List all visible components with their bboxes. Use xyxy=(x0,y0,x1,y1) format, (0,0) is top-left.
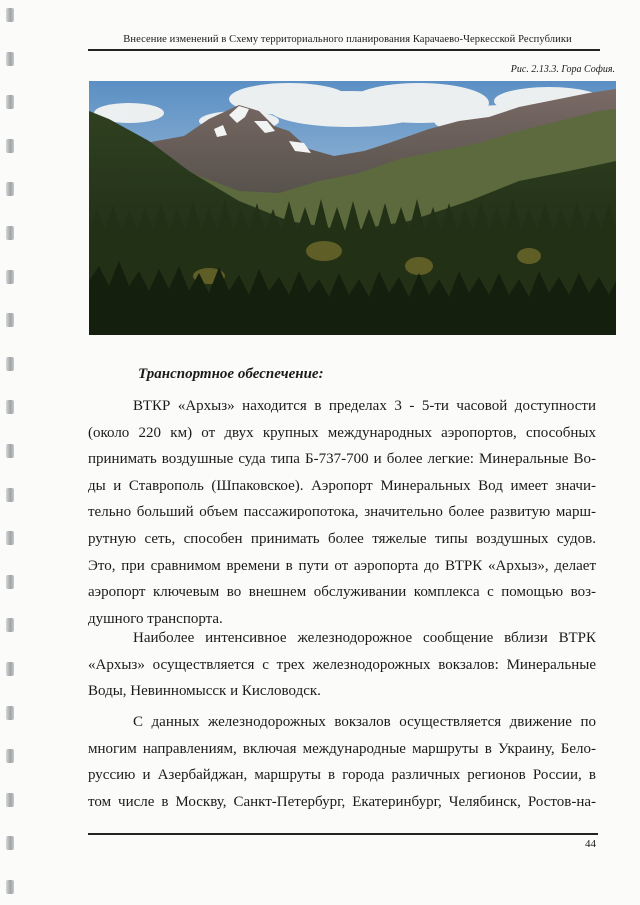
figure-caption: Рис. 2.13.3. Гора София. xyxy=(510,64,615,75)
text-line: рутную сеть, способен принимать более тяжелые типы воздушных судов. xyxy=(88,530,596,547)
text-line: Воды, Невинномысск и Кисловодск. xyxy=(88,683,321,700)
binding-ring xyxy=(6,793,14,807)
section-heading: Транспортное обеспечение: xyxy=(138,366,324,382)
text-line: «Архыз» осуществляется с трех железнодорожных вокзалов: Минеральные xyxy=(88,656,596,673)
binding-spiral xyxy=(4,0,18,905)
binding-ring xyxy=(6,357,14,371)
binding-ring xyxy=(6,270,14,284)
text-line: Наиболее интенсивное железнодорожное сообщение вблизи ВТРК xyxy=(133,630,596,646)
binding-ring xyxy=(6,313,14,327)
text-line: том числе в Москву, Санкт-Петербург, Екатеринбург, Челябинск, Ростов-на- xyxy=(88,793,596,810)
binding-ring xyxy=(6,618,14,632)
binding-ring xyxy=(6,662,14,676)
text-line: аэропорт ключевым во внешнем обслуживании комплекса с помощью воз- xyxy=(88,584,596,601)
binding-ring xyxy=(6,139,14,153)
binding-ring xyxy=(6,444,14,458)
footer-rule xyxy=(88,833,598,835)
text-line: тельно больший объем пассажиропотока, значительно более развитую марш- xyxy=(88,504,596,521)
binding-ring xyxy=(6,706,14,720)
paragraph-1 xyxy=(88,393,596,632)
text-line: принимать воздушные суда типа Б-737-700 и более легкие: Минеральные Во- xyxy=(88,451,596,468)
binding-ring xyxy=(6,488,14,502)
binding-ring xyxy=(6,531,14,545)
header-rule xyxy=(88,49,600,51)
running-header: Внесение изменений в Схему территориального планирования Карачаево-Черкесской Республики xyxy=(123,34,572,45)
mountain-photo xyxy=(89,81,616,335)
binding-ring xyxy=(6,8,14,22)
text-line: ды и Ставрополь (Шпаковское). Аэропорт Минеральных Вод имеет значи- xyxy=(88,477,596,494)
text-line: С данных железнодорожных вокзалов осуществляется движение по xyxy=(133,714,596,730)
binding-ring xyxy=(6,880,14,894)
paragraph-3 xyxy=(88,709,596,815)
binding-ring xyxy=(6,226,14,240)
binding-ring xyxy=(6,575,14,589)
page-number: 44 xyxy=(585,838,596,850)
paragraph-2 xyxy=(88,625,596,705)
text-line: руссию и Азербайджан, маршруты в города различных регионов России, в xyxy=(88,767,596,784)
text-line: Это, при сравнимом времени в пути от аэропорта до ВТРК «Архыз», делает xyxy=(88,557,596,574)
binding-ring xyxy=(6,836,14,850)
binding-ring xyxy=(6,95,14,109)
binding-ring xyxy=(6,749,14,763)
text-line: многим направлениям, включая международные маршруты в Украину, Бело- xyxy=(88,740,596,757)
binding-ring xyxy=(6,52,14,66)
binding-ring xyxy=(6,400,14,414)
text-line: душного транспорта. xyxy=(88,610,223,627)
text-line: (около 220 км) от двух крупных международных аэропортов, способных xyxy=(88,424,596,441)
binding-ring xyxy=(6,182,14,196)
text-line: ВТКР «Архыз» находится в пределах 3 - 5-ти часовой доступности xyxy=(133,398,596,414)
